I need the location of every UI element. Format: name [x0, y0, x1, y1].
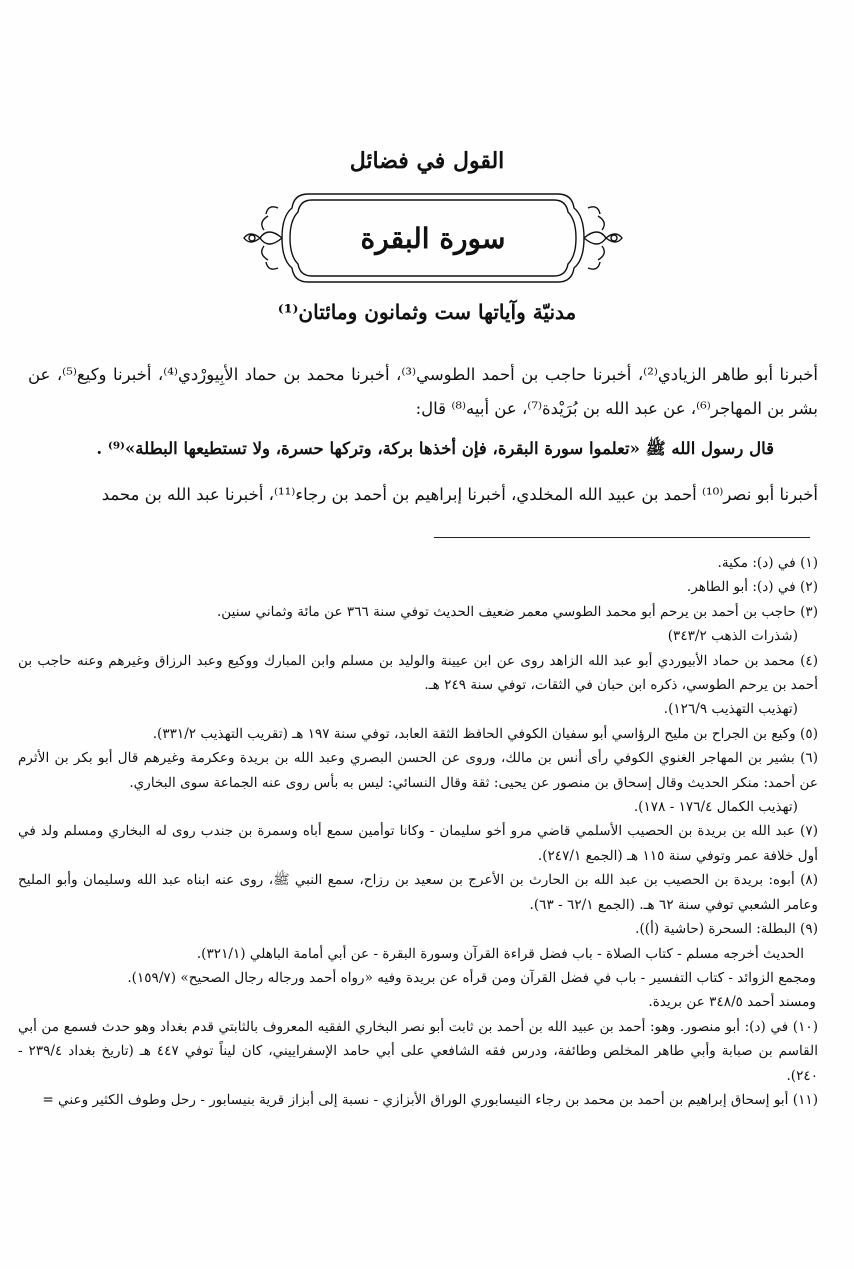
footnotes — [18, 551, 818, 1112]
footnote: (٢) في (د): أبو الطاهر. — [686, 579, 818, 596]
footnote-reference: (تهذيب الكمال ١٧٦/٤ - ١٧٨). — [633, 799, 798, 816]
footnote: (٩) البطلة: السحرة (حاشية (أ)). — [635, 921, 818, 938]
footnote-reference: (شذرات الذهب ٣٤٣/٢) — [667, 628, 798, 645]
footnote-reference: ومسند أحمد ٣٤٨/٥ عن بريدة. — [648, 994, 816, 1011]
footnote: (٤) محمد بن حماد الأبيوردي أبو عبد الله الزاهد روى عن ابن عيينة والوليد بن مسلم وابن المبارك ووكيع وعبد الرزاق وغيرهم وعنه حاجب بن أحمد بن يرحم الطوسي، ذكره ابن حبان في الثقات، توفي سنة ٢٤٩ هـ. — [18, 652, 818, 694]
footnote: (٣) حاجب بن أحمد بن يرحم أبو محمد الطوسي معمر ضعيف الحديث توفي سنة ٣٦٦ عن مائة وثماني سنين. — [216, 603, 818, 620]
footnote: (٨) أبوه: بريدة بن الحصيب بن عبد الله بن الحارث بن الأعرج بن سعيد بن رزاح، سمع النبي ﷺ، روى عنه ابناه عبد الله وسليمان وأبو المليح وعامر الشعبي توفي سنة ٦٢ هـ. (الجمع ٦٢/١ - ٦٣). — [18, 872, 818, 913]
ornamental-title-frame — [238, 186, 628, 290]
surah-subtitle: مدنيّة وآياتها ست وثمانون ومائتان⁽¹⁾ — [277, 300, 577, 324]
footnote: (١) في (د): مكية. — [717, 555, 818, 571]
footnote-reference: ومجمع الزوائد - كتاب التفسير - باب في فضل القرآن ومن قرأه عن بريدة وفيه «رواه أحمد ورجاله رجال الصحيح» (١٥٩/٧). — [127, 969, 816, 986]
footnote: (٥) وكيع بن الجراح بن مليح الرؤاسي أبو سفيان الكوفي الحافظ الثقة العابد، توفي سنة ١٩٧ هـ (تقريب التهذيب ٣٣١/٢). — [152, 725, 818, 742]
footnote: (١٠) في (د): أبو منصور. وهو: أحمد بن عبيد الله بن أحمد بن ثابت أبو نصر البخاري الفقيه المعروف بالثابتي قدم بغداد وهو حدث فسمع من أبي القاسم بن صبابة وأبي طاهر المخلص وطائفة، ودرس فقه الشافعي على أبي حامد الإسفراييني، كان ليناً توفي ٤٤٧ هـ (تاريخ بغداد ٢٣٩/٤ - ٢٤٠). — [18, 1018, 818, 1084]
footnote-reference: (تهذيب التهذيب ١٢٦/٩). — [663, 701, 798, 718]
hadith-text: قال رسول الله ﷺ «تعلموا سورة البقرة، فإن أخذها بركة، وتركها حسرة، ولا تستطيعها البطلة»⁽⁹⁾ . — [96, 439, 774, 458]
footnote-separator — [434, 537, 810, 538]
footnote: (٦) بشير بن المهاجر الغنوي الكوفي رأى أنس بن مالك، وروى عن الحسن البصري وعبد الله بن بريدة وعكرمة وغيرهم قال أبو بكر بن الأثرم عن أحمد: منكر الحديث وقال إسحاق بن منصور عن يحيى: ثقة وقال النسائي: ليس به بأس روى عنه الجماعة سوى البخاري. — [18, 750, 818, 791]
section-heading: القول في فضائل — [349, 148, 505, 174]
surah-title: سورة البقرة — [360, 222, 506, 255]
body-paragraph: أخبرنا أبو نصر⁽¹⁰⁾ أحمد بن عبيد الله المخلدي، أخبرنا إبراهيم بن أحمد بن رجاء⁽¹¹⁾، أخبرنا عبد الله بن محمد — [101, 485, 818, 504]
footnote-reference: الحديث أخرجه مسلم - كتاب الصلاة - باب فضل قراءة القرآن وسورة البقرة - عن أبي أمامة الباهلي (٣٢١/١). — [196, 945, 804, 962]
footnote: (٧) عبد الله بن بريدة بن الحصيب الأسلمي قاضي مرو أخو سليمان - وكانا توأمين سمع أباه وسمرة بن جندب روى له البخاري ومسلم ولد في أول خلافة عمر وتوفي سنة ١١٥ هـ (الجمع ٢٤٧/١). — [18, 823, 818, 864]
footnote: (١١) أبو إسحاق إبراهيم بن أحمد بن محمد بن رجاء النيسابوري الوراق الأبزازي - نسبة إلى أبزاز قرية بنيسابور - رحل وطوف الكثير وعني = — [42, 1091, 818, 1108]
body-paragraph: أخبرنا أبو طاهر الزيادي⁽²⁾، أخبرنا حاجب بن أحمد الطوسي⁽³⁾، أخبرنا محمد بن حماد الأبِيورْدي⁽⁴⁾، أخبرنا وكيع⁽⁵⁾، عن بشر بن المهاجر⁽⁶⁾، عن عبد الله بن بُرَيْدة⁽⁷⁾، عن أبيه⁽⁸⁾ قال: — [28, 365, 819, 418]
